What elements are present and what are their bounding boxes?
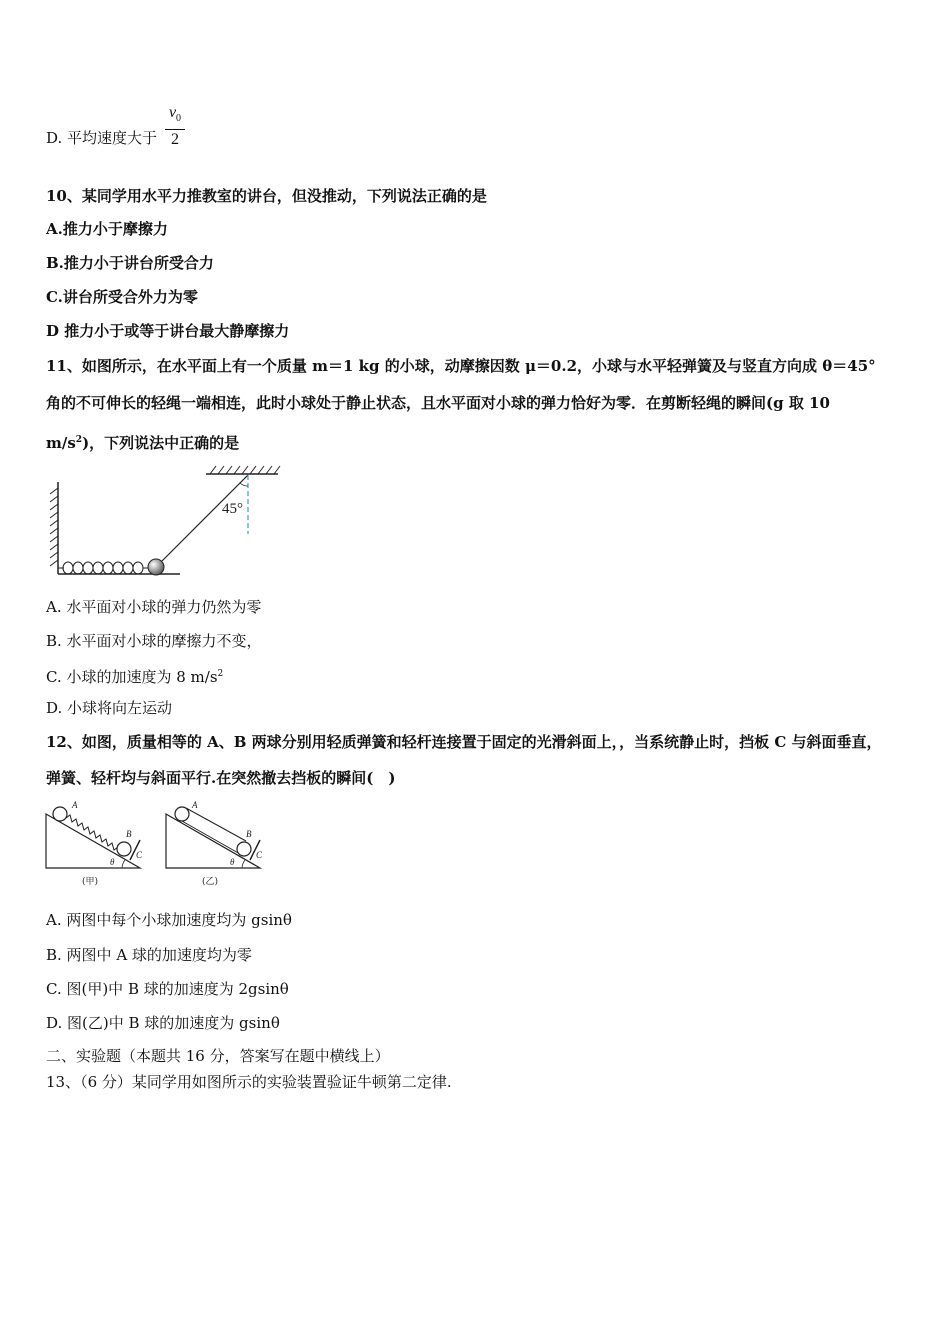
fig-left-label-a: A (72, 800, 78, 810)
fraction-v0-over-2: $v_0$ 2 (163, 104, 187, 149)
q11-spring-rope-figure (46, 462, 282, 580)
q11-stem-line3: $m/s^2$)，下列说法中正确的是 (46, 434, 240, 452)
q12-stem-line1: 12、如图，质量相等的 A、B 两球分别用轻质弹簧和轻杆连接置于固定的光滑斜面上，，当系统静止时，挡板 C 与斜面垂直， (46, 733, 882, 751)
q11-stem-line1: 11、如图所示，在水平面上有一个质量 m＝1 kg 的小球，动摩擦因数 μ＝0.2，小球与水平轻弹簧及与竖直方向成 θ＝45° (46, 357, 876, 375)
q12-figure-left-spring (44, 800, 150, 892)
q13-stem: 13、（6 分）某同学用如图所示的实验装置验证牛顿第二定律. (46, 1073, 452, 1091)
q10-option-b: B.推力小于讲台所受合力 (46, 254, 214, 272)
fig-right-label-theta: θ (230, 857, 235, 867)
q10-option-d: D 推力小于或等于讲台最大静摩擦力 (46, 322, 290, 340)
fig-left-label-theta: θ (110, 857, 115, 867)
q10-stem: 10、某同学用水平力推教室的讲台，但没推动，下列说法正确的是 (46, 187, 487, 205)
q9-option-d: D. 平均速度大于 (46, 129, 158, 147)
fig-left-caption: (甲) (82, 877, 99, 887)
q12-option-b: B. 两图中 A 球的加速度均为零 (46, 946, 252, 964)
fig-right-caption: (乙) (202, 877, 219, 887)
section2-heading: 二、实验题（本题共 16 分，答案写在题中横线上） (46, 1047, 390, 1065)
q12-figure-right-rod (164, 800, 270, 892)
q11-option-b: B. 水平面对小球的摩擦力不变， (46, 632, 262, 650)
q12-stem-line2: 弹簧、轻杆均与斜面平行.在突然撤去挡板的瞬间( ) (46, 769, 396, 787)
q12-option-c: C. 图(甲)中 B 球的加速度为 2gsinθ (46, 980, 289, 998)
fig-right-label-b: B (246, 829, 252, 839)
q10-option-c: C.讲台所受合外力为零 (46, 288, 198, 306)
q12-option-a: A. 两图中每个小球加速度均为 gsinθ (46, 911, 292, 929)
q11-stem-line2: 角的不可伸长的轻绳一端相连，此时小球处于静止状态，且水平面对小球的弹力恰好为零．在剪断轻绳的瞬间(g 取 10 (46, 394, 830, 412)
q12-option-d: D. 图(乙)中 B 球的加速度为 gsinθ (46, 1014, 280, 1032)
fig-left-label-b: B (126, 829, 132, 839)
q11-angle-label: 45° (222, 501, 243, 517)
fig-right-label-a: A (192, 800, 198, 810)
fig-right-label-c: C (256, 850, 263, 860)
q11-option-d: D. 小球将向左运动 (46, 699, 173, 717)
q11-option-a: A. 水平面对小球的弹力仍然为零 (46, 598, 262, 616)
fig-left-label-c: C (136, 850, 143, 860)
q10-option-a: A.推力小于摩擦力 (46, 220, 168, 238)
q11-option-c: C. 小球的加速度为 8 $m/s^2$ (46, 668, 224, 686)
